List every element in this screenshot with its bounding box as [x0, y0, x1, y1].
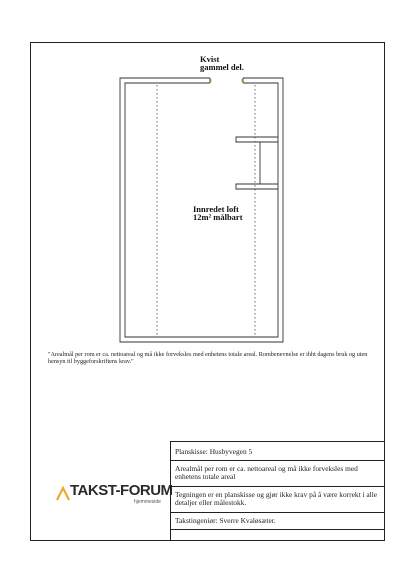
- logo-name: TAKST-FORUM: [70, 482, 173, 499]
- room-name: Innredet loft: [193, 204, 239, 214]
- area-disclaimer-note: "Arealmål per rom er ca. nettoareal og må ikke forveksles med enhetens totale areal. Rombenevnelse er ihht dagens bruk og uten hensyn til byggeforskriftens krav.": [48, 351, 368, 366]
- title-row-address: Planskisse: Husbyvegen 5: [171, 442, 384, 461]
- title-block: [170, 441, 384, 540]
- dormer-label-line2: gammel del.: [200, 62, 244, 72]
- partition-walls: [236, 137, 278, 189]
- room-area: 12m² målbart: [193, 212, 243, 222]
- logo-tagline: hjemmeside: [134, 499, 161, 505]
- title-row-drawing-note: Tegningen er en planskisse og gjør ikke krav på å være korrekt i alle detaljer eller målestokk.: [171, 487, 384, 513]
- dormer-label-line1: Kvist: [200, 54, 220, 64]
- room-label: [193, 205, 243, 221]
- takst-forum-logo: [56, 482, 173, 508]
- title-row-area-note: Arealmål per rom er ca. nettoareal og må ikke forveksles med enhetens totale areal: [171, 461, 384, 487]
- dormer-label: [200, 55, 244, 71]
- title-row-engineer: Takstingeniør: Sverre Kvaløsæter.: [171, 513, 384, 530]
- dormer-opening-markers: [211, 79, 242, 82]
- logo-house-icon: [56, 484, 70, 502]
